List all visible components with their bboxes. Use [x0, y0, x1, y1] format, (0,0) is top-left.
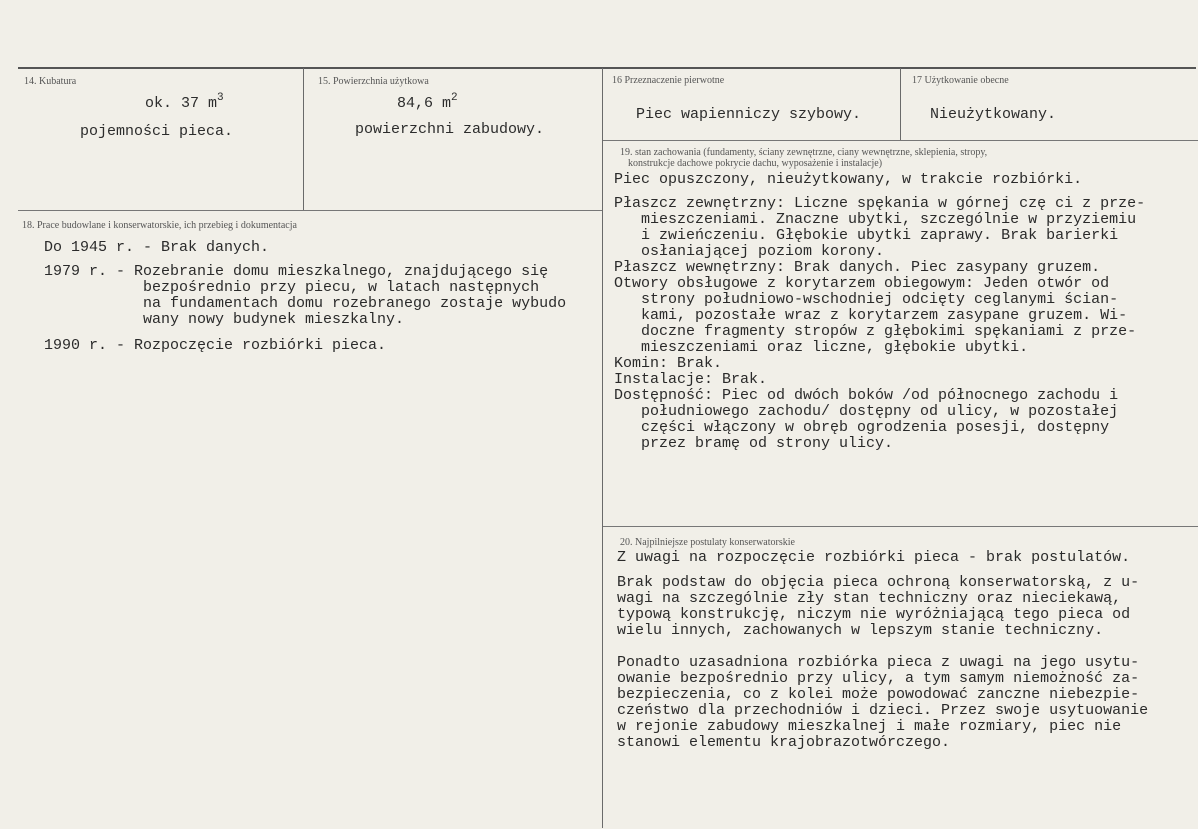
text-line: i zwieńczeniu. Głębokie ubytki zaprawy. Brak barierki	[614, 227, 1119, 244]
field-20-paragraph-1	[617, 550, 1130, 566]
text-line: południowego zachodu/ dostępny od ulicy, w pozostałej	[614, 403, 1119, 420]
text-line: wagi na szczególnie zły stan techniczny oraz nieciekawą,	[617, 590, 1122, 607]
text-line: Piec opuszczony, nieużytkowany, w trakcie rozbiórki.	[614, 171, 1083, 188]
field-20-paragraph-2	[617, 575, 1139, 639]
text-line: wany nowy budynek mieszkalny.	[44, 311, 405, 328]
text-line: Instalacje: Brak.	[614, 371, 768, 388]
text-line: w rejonie zabudowy mieszkalnej i małe rozmiary, piec nie	[617, 718, 1122, 735]
field-18-entry-2	[44, 264, 566, 328]
field-19-label-line1: 19. stan zachowania (fundamenty, ściany zewnętrzne, ciany wewnętrzne, sklepienia, stropy,	[620, 147, 988, 158]
field-18-entry-3	[44, 338, 386, 354]
field-14-value-sup: 3	[217, 92, 224, 104]
text-line: doczne fragmenty stropów z głębokimi spękaniami z prze-	[614, 323, 1137, 340]
field-15-value-sup: 2	[451, 92, 458, 104]
field-16-label: 16 Przeznaczenie pierwotne	[612, 75, 725, 86]
field-15-value-main: 84,6 m	[397, 95, 452, 112]
text-line: Otwory obsługowe z korytarzem obiegowym: Jeden otwór od	[614, 275, 1110, 292]
rule-right-top	[603, 140, 1198, 141]
field-14-value-main: ok. 37 m	[145, 95, 218, 112]
text-line: Ponadto uzasadniona rozbiórka pieca z uwagi na jego usytu-	[617, 654, 1140, 671]
field-20-label: 20. Najpilniejsze postulaty konserwatorskie	[620, 537, 795, 548]
field-14-value	[145, 92, 224, 112]
text-line: strony południowo-wschodniej odcięty ceglanymi ścian-	[614, 291, 1119, 308]
text-line: bezpieczenia, co z kolei może powodować zanczne niebezpie-	[617, 686, 1140, 703]
rule-right-lower	[603, 526, 1198, 527]
field-15-value	[397, 92, 458, 112]
divider-14-15	[303, 68, 304, 211]
field-16-value: Piec wapienniczy szybowy.	[636, 106, 862, 123]
text-line: wielu innych, zachowanych w lepszym stanie techniczny.	[617, 622, 1104, 639]
field-18-entry-1	[44, 240, 269, 256]
text-line: czeństwo dla przechodniów i dzieci. Przez swoje usytuowanie	[617, 702, 1149, 719]
text-line: 1990 r. - Rozpoczęcie rozbiórki pieca.	[44, 337, 387, 354]
main-vertical-divider	[602, 68, 603, 828]
text-line: Komin: Brak.	[614, 355, 723, 372]
text-line: części włączony w obręb ogrodzenia posesji, dostępny	[614, 419, 1110, 436]
field-18-label: 18. Prace budowlane i konserwatorskie, ich przebieg i dokumentacja	[22, 220, 297, 231]
field-17-value: Nieużytkowany.	[930, 106, 1057, 123]
text-line: owanie bezpośrednio przy ulicy, a tym samym niemożność za-	[617, 670, 1140, 687]
text-line: Dostępność: Piec od dwóch boków /od północnego zachodu i	[614, 387, 1119, 404]
text-line: mieszczeniami oraz liczne, głębokie ubytki.	[614, 339, 1029, 356]
text-line: przez bramę od strony ulicy.	[614, 435, 894, 452]
field-15-label: 15. Powierzchnia użytkowa	[318, 76, 429, 87]
text-line: stanowi elementu krajobrazotwórczego.	[617, 734, 951, 751]
field-14-value-line2: pojemności pieca.	[80, 123, 234, 140]
field-14-label: 14. Kubatura	[24, 76, 77, 87]
text-line: Do 1945 r. - Brak danych.	[44, 239, 270, 256]
top-rule	[18, 67, 1196, 69]
divider-16-17	[900, 68, 901, 140]
text-line: osłaniającej poziom korony.	[614, 243, 885, 260]
rule-left-mid	[18, 210, 602, 211]
text-line: na fundamentach domu rozebranego zostaje wybudo	[44, 295, 567, 312]
text-line: Brak podstaw do objęcia pieca ochroną konserwatorską, z u-	[617, 574, 1140, 591]
text-line: Z uwagi na rozpoczęcie rozbiórki pieca - brak postulatów.	[617, 549, 1131, 566]
text-line: Płaszcz wewnętrzny: Brak danych. Piec zasypany gruzem.	[614, 259, 1101, 276]
text-line: 1979 r. - Rozebranie domu mieszkalnego, znajdującego się	[44, 263, 549, 280]
field-20-paragraph-3	[617, 655, 1148, 751]
field-19-paragraph-1	[614, 172, 1082, 188]
text-line: mieszczeniami. Znaczne ubytki, szczególnie w przyziemiu	[614, 211, 1137, 228]
field-15-value-line2: powierzchni zabudowy.	[355, 121, 545, 138]
field-19-paragraph-2	[614, 196, 1145, 452]
field-17-label: 17 Użytkowanie obecne	[912, 75, 1009, 86]
field-19-label-line2: konstrukcje dachowe pokrycie dachu, wyposażenie i instalacje)	[628, 158, 883, 169]
text-line: bezpośrednio przy piecu, w latach następnych	[44, 279, 540, 296]
text-line: Płaszcz zewnętrzny: Liczne spękania w górnej czę ci z prze-	[614, 195, 1146, 212]
text-line: kami, pozostałe wraz z korytarzem zasypane gruzem. Wi-	[614, 307, 1128, 324]
text-line: typową konstrukcję, niczym nie wyróżniającą tego pieca od	[617, 606, 1131, 623]
